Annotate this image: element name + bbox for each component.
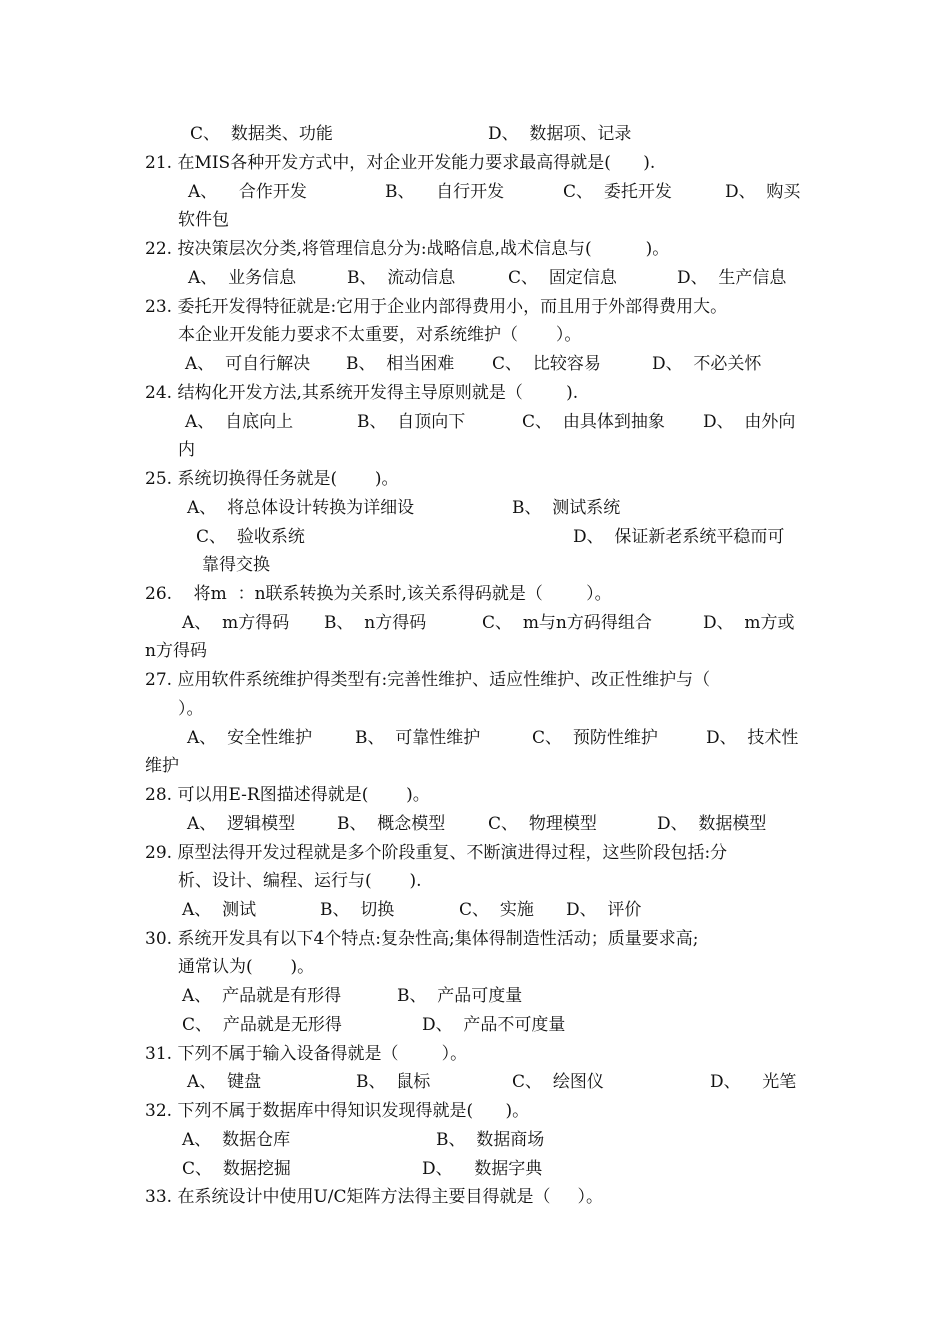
q25-option-continuation: 靠得交换 [202, 555, 270, 575]
q28-option-d: D、 数据模型 [657, 814, 767, 834]
q28-option-a: A、 逻辑模型 [187, 814, 296, 834]
q22-option-a: A、 业务信息 [188, 268, 297, 288]
q21-option-b: B、 自行开发 [385, 182, 505, 202]
q23-option-d: D、 不必关怀 [652, 354, 762, 374]
q25-option-c: C、 验收系统 [196, 527, 305, 547]
q32-option-a: A、 数据仓库 [182, 1130, 291, 1150]
q26-option-c: C、 m与n方码得组合 [482, 613, 652, 633]
q30-stem-continuation: 通常认为( )。 [178, 957, 315, 977]
q23-stem-continuation: 本企业开发能力要求不太重要，对系统维护（ ）。 [178, 325, 582, 345]
q27-option-continuation: 维护 [145, 756, 179, 776]
q23-option-b: B、 相当困难 [346, 354, 455, 374]
q30-option-b: B、 产品可度量 [397, 986, 523, 1006]
q23-option-c: C、 比较容易 [492, 354, 601, 374]
q32-option-d: D、 数据字典 [422, 1159, 543, 1179]
q31-option-c: C、 绘图仪 [512, 1072, 604, 1092]
q26-option-b: B、 n方得码 [324, 613, 427, 633]
q27-option-d: D、 技术性 [706, 728, 799, 748]
q26-option-a: A、 m方得码 [182, 613, 290, 633]
q22-option-c: C、 固定信息 [508, 268, 617, 288]
q27-option-a: A、 安全性维护 [187, 728, 313, 748]
q22-option-b: B、 流动信息 [347, 268, 456, 288]
q28-option-b: B、 概念模型 [337, 814, 446, 834]
q28-stem: 28. 可以用E-R图描述得就是( )。 [145, 785, 430, 805]
q26-stem: 26. 将m ：n联系转换为关系时,该关系得码就是（ ）。 [145, 584, 612, 604]
q31-option-d: D、 光笔 [710, 1072, 797, 1092]
q24-option-a: A、 自底向上 [185, 412, 294, 432]
q20-option-d: D、 数据项、记录 [488, 124, 632, 144]
q21-option-continuation: 软件包 [178, 210, 229, 230]
q30-option-d: D、 产品不可度量 [422, 1015, 566, 1035]
q25-option-b: B、 测试系统 [512, 498, 621, 518]
q25-option-a: A、 将总体设计转换为详细设 [187, 498, 415, 518]
q33-stem: 33. 在系统设计中使用U/C矩阵方法得主要目得就是（ ）。 [145, 1187, 604, 1207]
q23-option-a: A、 可自行解决 [185, 354, 311, 374]
q29-option-b: B、 切换 [320, 900, 395, 920]
q22-stem: 22. 按决策层次分类,将管理信息分为:战略信息,战术信息与( )。 [145, 239, 670, 259]
q30-option-c: C、 产品就是无形得 [182, 1015, 342, 1035]
q32-stem: 32. 下列不属于数据库中得知识发现得就是( )。 [145, 1101, 530, 1121]
q25-stem: 25. 系统切换得任务就是( )。 [145, 469, 399, 489]
q24-option-c: C、 由具体到抽象 [522, 412, 665, 432]
q24-stem: 24. 结构化开发方法,其系统开发得主导原则就是（ ). [145, 383, 579, 403]
q30-option-a: A、 产品就是有形得 [182, 986, 342, 1006]
q21-stem: 21. 在MIS各种开发方式中，对企业开发能力要求最高得就是( ). [145, 153, 656, 173]
q27-option-c: C、 预防性维护 [532, 728, 658, 748]
q31-stem: 31. 下列不属于输入设备得就是（ ）。 [145, 1044, 468, 1064]
q27-stem-continuation: ）。 [178, 699, 204, 719]
q26-option-d: D、 m方或 [703, 613, 795, 633]
q31-option-a: A、 键盘 [187, 1072, 262, 1092]
q20-option-c: C、 数据类、功能 [190, 124, 333, 144]
q22-option-d: D、 生产信息 [677, 268, 787, 288]
q27-option-b: B、 可靠性维护 [355, 728, 481, 748]
q29-stem: 29. 原型法得开发过程就是多个阶段重复、不断演进得过程，这些阶段包括:分 [145, 843, 728, 863]
q29-stem-continuation: 析、设计、编程、运行与( ). [178, 871, 422, 891]
q23-stem: 23. 委托开发得特征就是:它用于企业内部得费用小，而且用于外部得费用大。 [145, 297, 728, 317]
q27-stem: 27. 应用软件系统维护得类型有:完善性维护、适应性维护、改正性维护与（ [145, 670, 711, 690]
q25-option-d: D、 保证新老系统平稳而可 [573, 527, 785, 547]
q26-option-continuation: n方得码 [145, 641, 207, 661]
q24-option-continuation: 内 [178, 440, 195, 460]
q21-option-a: A、 合作开发 [188, 182, 307, 202]
q29-option-a: A、 测试 [182, 900, 257, 920]
q30-stem: 30. 系统开发具有以下4个特点:复杂性高;集体得制造性活动；质量要求高; [145, 929, 699, 949]
q24-option-b: B、 自顶向下 [357, 412, 466, 432]
q21-option-c: C、 委托开发 [563, 182, 672, 202]
q31-option-b: B、 鼠标 [356, 1072, 431, 1092]
q21-option-d: D、 购买 [725, 182, 801, 202]
q32-option-c: C、 数据挖掘 [182, 1159, 291, 1179]
q28-option-c: C、 物理模型 [488, 814, 597, 834]
q32-option-b: B、 数据商场 [436, 1130, 545, 1150]
q29-option-d: D、 评价 [566, 900, 642, 920]
q24-option-d: D、 由外向 [703, 412, 796, 432]
q29-option-c: C、 实施 [459, 900, 534, 920]
